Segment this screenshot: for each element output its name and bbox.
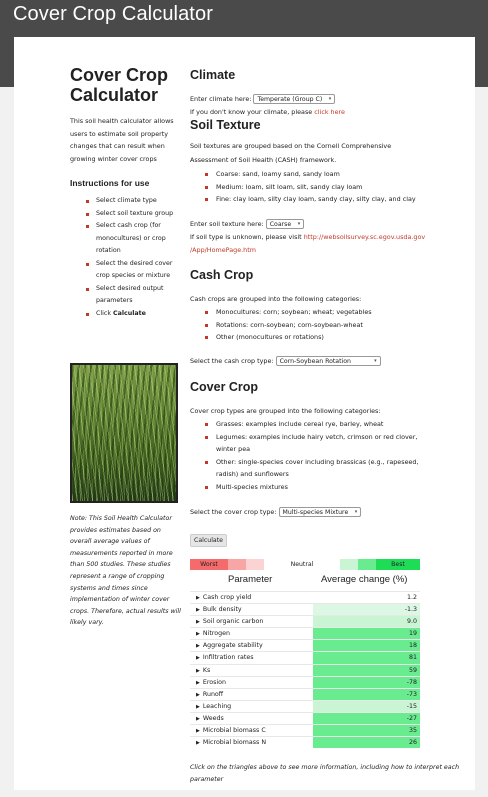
cash-select-value: Corn-Soybean Rotation — [279, 358, 351, 365]
instruction-item: Select desired output parameters — [70, 283, 182, 308]
cover-bullet: Legumes: examples include hairy vetch, crimson or red clover, — [190, 431, 460, 444]
parameter-label: Ks — [202, 666, 211, 674]
parameter-value: 19 — [313, 628, 420, 639]
expand-triangle-icon[interactable]: ▶ — [196, 643, 200, 650]
soil-bullet: Medium: loam, silt loam, silt, sandy clay loam — [190, 181, 460, 194]
cash-row — [190, 356, 381, 367]
parameter-label: Aggregate stability — [202, 642, 263, 650]
expand-triangle-icon[interactable]: ▶ — [196, 715, 200, 722]
parameter-name[interactable] — [196, 714, 224, 724]
table-row[interactable] — [190, 664, 420, 676]
parameter-value: 9.0 — [313, 616, 420, 627]
expand-triangle-icon[interactable]: ▶ — [196, 655, 200, 662]
cover-bullet: Other: single-species cover including brassicas (e.g., rapeseed, — [190, 456, 460, 469]
climate-help-link[interactable]: click here — [314, 108, 345, 116]
chevron-down-icon: ▾ — [354, 509, 358, 515]
instruction-item — [70, 308, 182, 321]
soil-bullet: Coarse: sand, loamy sand, sandy loam — [190, 168, 460, 181]
parameter-name[interactable] — [196, 678, 226, 688]
climate-row — [190, 94, 335, 105]
cover-bullet-cont: radish) and sunflowers — [216, 470, 289, 478]
parameter-label: Weeds — [202, 714, 224, 722]
parameter-label: Erosion — [202, 678, 227, 686]
parameter-name[interactable] — [196, 617, 263, 627]
cover-prompt: Select the cover crop type: — [190, 508, 277, 516]
climate-heading: Climate — [190, 68, 236, 82]
soil-survey-link-cont[interactable]: /App/HomePage.htm — [190, 246, 256, 254]
cover-bullets — [190, 418, 460, 493]
parameter-value: 35 — [313, 725, 420, 736]
instructions-title: Instructions for use — [70, 178, 150, 188]
results-table — [190, 591, 420, 748]
legend-best: Best — [376, 559, 420, 570]
legend-swatch — [340, 559, 358, 570]
cash-bullet: Other (monocultures or rotations) — [190, 331, 460, 344]
instructions-list — [70, 195, 182, 320]
disclaimer-note: Note: This Soil Health Calculator provides estimates based on overall average values of measurements reported in more than 500 studies. These studies represent a range of cropping systems and times since implementation of winter cover crops. Therefore, actual results will likely vary. — [70, 515, 181, 627]
parameter-label: Infiltration rates — [202, 654, 254, 662]
parameter-name[interactable] — [196, 641, 263, 651]
parameter-name[interactable] — [196, 666, 210, 676]
cash-prompt: Select the cash crop type: — [190, 357, 274, 365]
parameter-value: -1.3 — [313, 604, 420, 615]
table-row[interactable] — [190, 627, 420, 639]
expand-triangle-icon[interactable]: ▶ — [196, 619, 200, 626]
cover-bullet: Grasses: examples include cereal rye, barley, wheat — [190, 418, 460, 431]
climate-select[interactable] — [253, 94, 335, 104]
legend-worst: Worst — [190, 559, 228, 570]
climate-help — [190, 107, 345, 118]
instruction-item: Select the desired cover crop species or mixture — [70, 258, 182, 283]
expand-triangle-icon[interactable]: ▶ — [196, 595, 200, 601]
cover-crop-photo — [70, 363, 178, 503]
soil-desc-2: Assessment of Soil Health (CASH) framework. — [190, 156, 337, 164]
table-row[interactable] — [190, 591, 420, 603]
parameter-name[interactable] — [196, 653, 253, 663]
table-row[interactable] — [190, 651, 420, 663]
instruction-item: Select cash crop (for monocultures) or crop rotation — [70, 220, 182, 258]
expand-triangle-icon[interactable]: ▶ — [196, 607, 200, 614]
legend-swatch — [246, 559, 264, 570]
cover-select-value: Multi-species Mixture — [282, 509, 349, 516]
parameter-value: 26 — [313, 737, 420, 748]
parameter-label: Leaching — [202, 702, 232, 710]
climate-select-value: Temperate (Group C) — [257, 96, 323, 103]
legend-neutral: Neutral — [264, 559, 340, 570]
table-row[interactable] — [190, 615, 420, 627]
expand-triangle-icon[interactable]: ▶ — [196, 631, 200, 638]
instruction-prefix: Click — [96, 309, 114, 317]
calculate-button[interactable]: Calculate — [190, 534, 227, 547]
col-parameter: Parameter — [228, 574, 273, 585]
site-title: Cover Crop Calculator — [13, 3, 213, 25]
soil-help-text: If soil type is unknown, please visit — [190, 233, 304, 241]
parameter-name[interactable] — [196, 726, 266, 736]
cover-heading: Cover Crop — [190, 380, 259, 394]
parameter-name[interactable] — [196, 605, 242, 615]
soil-select-value: Coarse — [269, 221, 292, 228]
results-header — [190, 570, 420, 590]
expand-triangle-icon[interactable]: ▶ — [196, 691, 200, 698]
parameter-value: 1.2 — [313, 592, 420, 603]
content-panel — [14, 37, 475, 790]
chevron-down-icon: ▾ — [374, 358, 377, 364]
legend-swatch — [228, 559, 246, 570]
cash-desc: Cash crops are grouped into the following categories: — [190, 295, 362, 303]
cash-heading: Cash Crop — [190, 268, 254, 282]
parameter-value: 18 — [313, 640, 420, 651]
page-title: Cover Crop Calculator — [70, 65, 169, 105]
table-row[interactable] — [190, 736, 420, 748]
cash-bullet: Monocultures: corn; soybean; wheat; vegetables — [190, 306, 460, 319]
climate-prompt: Enter climate here: — [190, 95, 252, 103]
parameter-value: -27 — [313, 713, 420, 724]
parameter-name[interactable] — [196, 690, 223, 700]
instruction-bold: Calculate — [113, 309, 146, 317]
cover-bullet-cont: winter pea — [216, 445, 251, 453]
soil-bullet: Fine: clay loam, silty clay loam, sandy clay, silty clay, and clay — [190, 193, 460, 206]
parameter-label: Soil organic carbon — [202, 618, 264, 626]
expand-triangle-icon[interactable]: ▶ — [196, 703, 200, 710]
table-row[interactable] — [190, 724, 420, 736]
table-row[interactable] — [190, 639, 420, 651]
table-row[interactable] — [190, 712, 420, 724]
parameter-label: Runoff — [202, 690, 224, 698]
parameter-value: -15 — [313, 701, 420, 712]
climate-help-text: If you don't know your climate, please — [190, 108, 315, 116]
soil-desc-1: Soil textures are grouped based on the Cornell Comprehensive — [190, 142, 392, 150]
cover-bullet: Multi-species mixtures — [190, 481, 460, 494]
chevron-down-icon: ▾ — [328, 96, 332, 102]
table-row[interactable] — [190, 700, 420, 712]
parameter-label: Cash crop yield — [202, 594, 252, 601]
expand-triangle-icon[interactable]: ▶ — [196, 728, 200, 735]
cash-select[interactable] — [276, 356, 381, 366]
soil-help — [190, 232, 425, 243]
expand-triangle-icon[interactable]: ▶ — [196, 679, 200, 686]
soil-bullets — [190, 168, 460, 206]
legend-swatch — [358, 559, 376, 570]
parameter-value: -78 — [313, 677, 420, 688]
expand-triangle-icon[interactable]: ▶ — [196, 667, 200, 674]
chevron-down-icon: ▾ — [297, 221, 301, 227]
parameter-value: 81 — [313, 652, 420, 663]
parameter-label: Microbial biomass C — [202, 727, 266, 735]
col-change: Average change (%) — [321, 574, 408, 585]
parameter-label: Bulk density — [202, 606, 242, 614]
parameter-value: -73 — [313, 689, 420, 700]
soil-row — [190, 219, 304, 230]
parameter-name[interactable] — [196, 593, 251, 603]
soil-heading: Soil Texture — [190, 118, 261, 132]
cash-bullets — [190, 306, 460, 344]
cover-row — [190, 507, 361, 518]
parameter-name[interactable] — [196, 629, 230, 639]
color-legend — [190, 559, 420, 570]
table-row[interactable] — [190, 688, 420, 700]
cover-select[interactable] — [279, 507, 362, 517]
table-row[interactable] — [190, 603, 420, 615]
instruction-item: Select climate type — [70, 195, 182, 208]
soil-prompt: Enter soil texture here: — [190, 220, 264, 228]
cash-bullet: Rotations: corn-soybean; corn-soybean-wheat — [190, 319, 460, 332]
expand-triangle-icon[interactable]: ▶ — [196, 740, 200, 747]
table-row[interactable] — [190, 676, 420, 688]
cover-desc: Cover crop types are grouped into the following categories: — [190, 407, 381, 415]
soil-select[interactable] — [266, 219, 304, 229]
parameter-label: Microbial biomass N — [202, 739, 267, 747]
parameter-label: Nitrogen — [202, 630, 230, 638]
parameter-value: 59 — [313, 665, 420, 676]
soil-survey-link[interactable]: http://websoilsurvey.sc.egov.usda.gov — [303, 233, 426, 241]
footer-note: Click on the triangles above to see more information, including how to interpret each parameter — [190, 764, 460, 784]
intro-text: This soil health calculator allows users to estimate soil property changes that can result when growing winter cover crops — [70, 117, 174, 163]
parameter-name[interactable] — [196, 702, 231, 712]
parameter-name[interactable] — [196, 738, 266, 748]
instruction-item: Select soil texture group — [70, 208, 182, 221]
